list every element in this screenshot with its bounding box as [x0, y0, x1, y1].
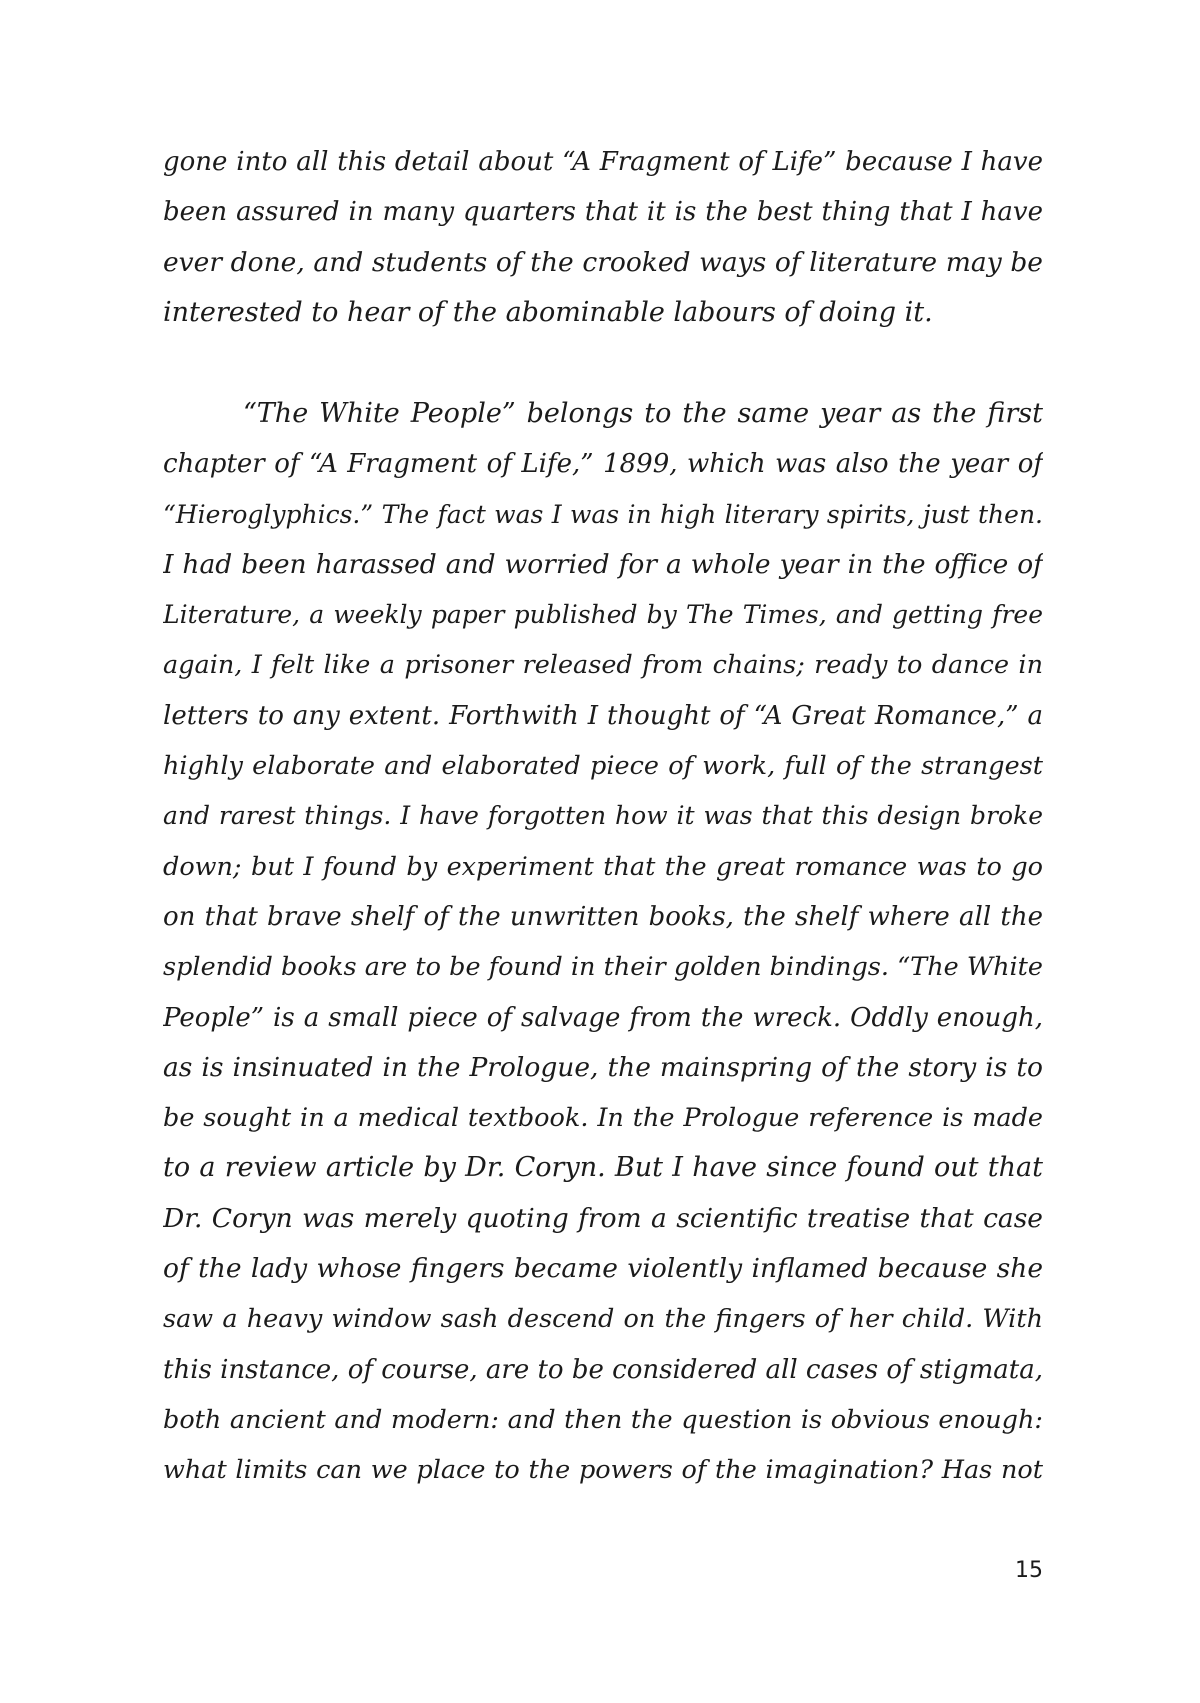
text-line: what limits can we place to the powers of the imagination? Has not — [163, 1455, 1043, 1486]
text-line: be sought in a medical textbook. In the Prologue reference is made — [163, 1103, 1043, 1134]
text-line: ever done, and students of the crooked ways of literature may be — [163, 246, 1043, 278]
text-line: chapter of “A Fragment of Life,” 1899, which was also the year of — [163, 449, 1043, 480]
text-line-indented: “The White People” belongs to the same year as the first — [243, 398, 1043, 429]
text-line: as is insinuated in the Prologue, the mainspring of the story is to — [163, 1051, 1043, 1083]
text-line: of the lady whose fingers became violently inflamed because she — [163, 1253, 1043, 1285]
text-line: to a review article by Dr. Coryn. But I have since found out that — [163, 1152, 1043, 1184]
text-line: People” is a small piece of salvage from the wreck. Oddly enough, — [163, 1002, 1043, 1033]
text-line: gone into all this detail about “A Fragment of Life” because I have — [163, 147, 1043, 177]
text-line: letters to any extent. Forthwith I thought of “A Great Romance,” a — [163, 700, 1043, 731]
page-number: 15 — [1015, 1558, 1043, 1583]
text-line: saw a heavy window sash descend on the fingers of her child. With — [163, 1304, 1043, 1335]
text-line: again, I felt like a prisoner released from chains; ready to dance in — [163, 650, 1043, 681]
paragraph-continued — [163, 137, 1043, 338]
text-line: both ancient and modern: and then the question is obvious enough: — [163, 1404, 1043, 1435]
text-line: splendid books are to be found in their golden bindings. “The White — [163, 952, 1043, 983]
text-line: highly elaborate and elaborated piece of work, full of the strangest — [163, 751, 1043, 782]
text-line: on that brave shelf of the unwritten books, the shelf where all the — [163, 901, 1043, 932]
paragraph-white-people — [163, 389, 1043, 1496]
text-line: Dr. Coryn was merely quoting from a scientific treatise that case — [163, 1202, 1043, 1234]
text-line: “Hieroglyphics.” The fact was I was in high literary spirits, just then. — [163, 499, 1043, 529]
text-line: I had been harassed and worried for a whole year in the office of — [163, 548, 1043, 580]
text-line: down; but I found by experiment that the great romance was to go — [163, 851, 1043, 882]
text-line: and rarest things. I have forgotten how it was that this design broke — [163, 801, 1043, 831]
text-line: Literature, a weekly paper published by The Times, and getting free — [163, 600, 1043, 630]
text-line: interested to hear of the abominable labours of doing it. — [163, 296, 933, 328]
text-line: been assured in many quarters that it is the best thing that I have — [163, 197, 1043, 228]
text-line: this instance, of course, are to be considered all cases of stigmata, — [163, 1354, 1043, 1385]
